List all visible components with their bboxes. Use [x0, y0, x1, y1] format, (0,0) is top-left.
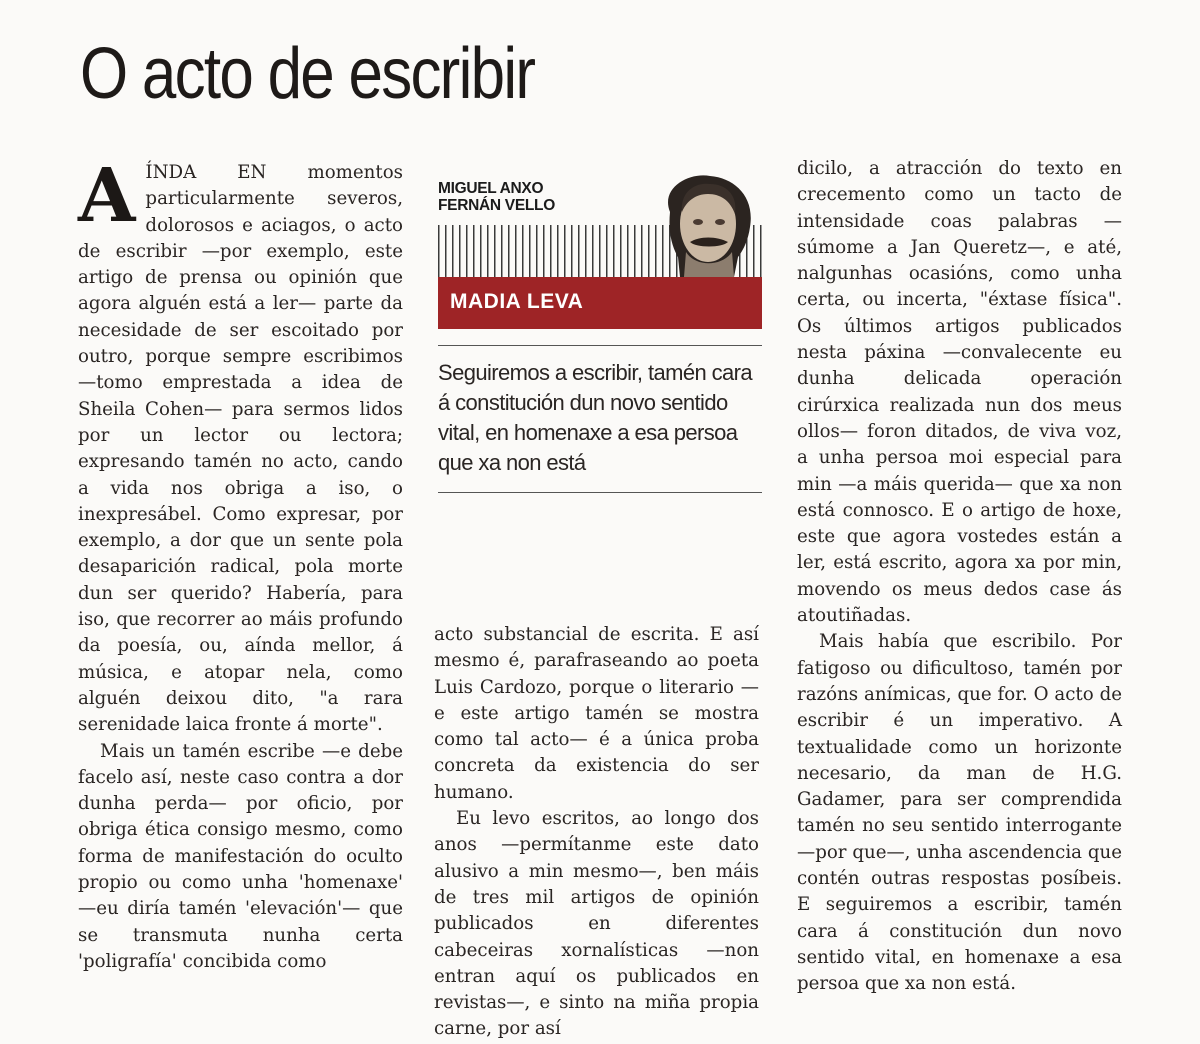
paragraph-1	[78, 153, 403, 739]
paragraph-3: Eu levo escritos, ao longo dos anos —permítanme este dato alusivo a min mesmo—, ben máis de tres mil artigos de opinión publicados en diferentes cabeceiras xornalísticas —non entran aquí os publicados en revistas—, e sinto na miña propia carne, por así	[434, 808, 759, 1040]
author-name	[438, 180, 555, 214]
byline-box	[438, 160, 762, 320]
column-3	[797, 156, 1122, 998]
paragraph-3-continued: dicilo, a atracción do texto en crecemento como un tacto de intensidade coas palabras —súmome a Jan Queretz—, e até, nalgunhas ocasións, como unha certa, ou incerta, "éxtase física". Os últimos artigos publicados nesta páxina —convalecente eu dunha delicada operación cirúrxica realizada nun dos meus ollos— foron ditados, de viva voz, a unha persoa moi especial para min —a máis querida— que xa non está connosco. E o artigo de hoxe, este que agora vostedes están a ler, está escrito, agora xa por min, movendo os meus dedos case ás atoutiñadas.	[797, 158, 1122, 627]
lead-in: ÍNDA EN	[145, 162, 267, 183]
column-1	[78, 153, 403, 975]
section-banner	[438, 277, 762, 329]
author-last-name: FERNÁN VELLO	[438, 197, 555, 214]
column-2	[434, 622, 759, 1043]
author-first-name: MIGUEL ANXO	[438, 180, 544, 197]
drop-cap: A	[78, 153, 136, 239]
author-portrait-icon	[650, 172, 762, 277]
section-label: MADIA LEVA	[450, 290, 584, 313]
paragraph-1-text: momentos particularmente severos, dolorosos e aciagos, o acto de escribir —por exemplo, este artigo de prensa ou opinión que agora alguén está a ler— parte da necesidade de ser escoitado por outro, porque sempre escribimos —tomo emprestada a idea de Sheila Cohen— para sermos lidos por un lector ou lectora; expresando tamén no acto, cando a vida nos obriga a iso, o inexpresábel. Como expresar, por exemplo, a dor que un sente pola desaparición radical, pola morte dun ser querido? Habería, para iso, que recorrer ao máis profundo da poesía, ou, aínda mellor, á música, e atopar nela, como alguén deixou dito, "a rara serenidade laica fronte á morte".	[78, 162, 403, 736]
paragraph-2: Mais un tamén escribe —e debe facelo así, neste caso contra a dor dunha perda— por oficio, por obriga ética consigo mesmo, como forma de manifestación do oculto propio ou como unha 'homenaxe' —eu diría tamén 'elevación'— que se transmuta nunha certa 'poligrafía' concibida como	[78, 740, 403, 972]
paragraph-2-continued: acto substancial de escrita. E así mesmo é, parafraseando ao poeta Luis Cardozo, porque o literario —e este artigo tamén se mostra como tal acto— é a única proba concreta da existencia do ser humano.	[434, 624, 759, 803]
pull-quote: Seguiremos a escribir, tamén cara á constitución dun novo sentido vital, en homenaxe a esa persoa que xa non está	[438, 345, 762, 493]
paragraph-4: Mais había que escribilo. Por fatigoso ou dificultoso, tamén por razóns anímicas, que for. O acto de escribir é un imperativo. A textualidade como un horizonte necesario, da man de H.G. Gadamer, para ser comprendida tamén no seu sentido interrogante —por que—, unha ascendencia que contén outras respostas posíbeis. E seguiremos a escribir, tamén cara á constitución dun novo sentido vital, en homenaxe a esa persoa que xa non está.	[797, 631, 1122, 995]
article-title: O acto de escribir	[80, 34, 535, 114]
